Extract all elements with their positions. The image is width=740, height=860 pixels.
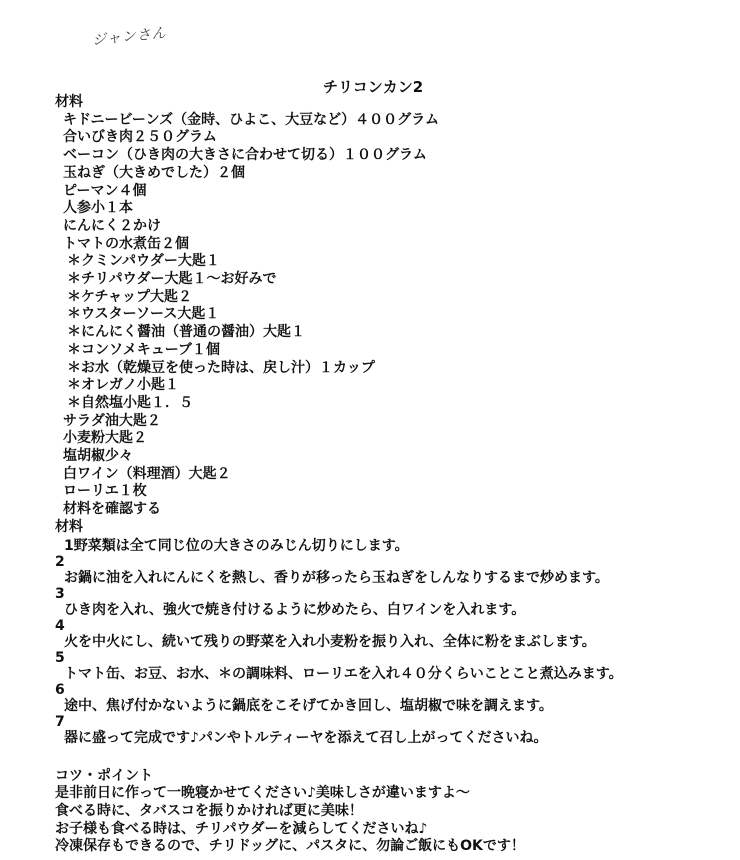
ingredient-item: キドニービーンズ（金時、ひよこ、大豆など）４００グラム <box>63 111 440 128</box>
ingredient-item: ＊クミンパウダー大匙１ <box>67 253 220 270</box>
step-text: 野菜類は全て同じ位の大きさのみじん切りにします。 <box>73 537 409 554</box>
step-text: 火を中火にし、続いて残りの野菜を入れ小麦粉を振り入れ、全体に粉をまぶします。 <box>64 633 596 650</box>
tip-line: 食べる時に、タバスコを振りかければ更に美味！ <box>55 802 363 819</box>
step-number: 6 <box>55 681 65 698</box>
ingredient-item: ＊自然塩小匙１．５ <box>67 394 193 411</box>
ingredient-item: 小麦粉大匙２ <box>63 430 147 447</box>
tip-line: 是非前日に作って一晩寝かせてください♪美味しさが違いますよ～ <box>55 785 470 802</box>
ingredient-item: 材料を確認する <box>63 501 161 518</box>
ingredient-item: ＊チリパウダー大匙１～お好みで <box>67 271 277 288</box>
ingredient-item: ＊ウスターソース大匙１ <box>67 306 220 323</box>
handwritten-author-note: ジャンさん <box>91 25 168 49</box>
tips-list <box>55 785 727 856</box>
ingredient-item: にんにく２かけ <box>63 217 161 234</box>
ingredient-item: ＊にんにく醤油（普通の醤油）大匙１ <box>67 324 305 341</box>
tip-line: 冷凍保存もできるので、チリドッグに、パスタに、勿論ご飯にもOKです！ <box>55 838 525 855</box>
ingredient-item: ＊ケチャップ大匙２ <box>67 288 193 305</box>
steps-heading: 材料 <box>55 518 83 535</box>
step-number: 7 <box>55 713 65 730</box>
step-number: 3 <box>55 585 65 602</box>
steps-list <box>55 537 727 747</box>
recipe-body <box>55 94 727 856</box>
tips-section <box>55 768 727 857</box>
step-text: 器に盛って完成です♪パンやトルティーヤを添えて召し上がってくださいね。 <box>64 729 548 746</box>
ingredient-item: トマトの水煮缶２個 <box>63 235 189 252</box>
ingredient-item: 玉ねぎ（大きめでした）２個 <box>63 164 245 181</box>
ingredient-item: 白ワイン（料理酒）大匙２ <box>63 465 231 482</box>
step-number: 2 <box>55 553 65 570</box>
step-text: トマト缶、お豆、お水、＊の調味料、ローリエを入れ４０分くらいことこと煮込みます。 <box>64 665 623 682</box>
ingredient-item: ＊オレガノ小匙１ <box>67 377 179 394</box>
ingredient-item: ローリエ１枚 <box>63 483 147 500</box>
step-text: お鍋に油を入れにんにくを熱し、香りが移ったら玉ねぎをしんなりするまで炒めます。 <box>64 569 609 586</box>
ingredient-item: ＊コンソメキューブ１個 <box>67 341 221 358</box>
tips-heading: コツ・ポイント <box>55 767 153 784</box>
ingredient-item: サラダ油大匙２ <box>63 412 161 429</box>
ingredient-item: ＊お水（乾燥豆を使った時は、戻し汁）１カップ <box>67 359 375 376</box>
step-text: 途中、焦げ付かないように鍋底をこそげてかき回し、塩胡椒で味を調えます。 <box>64 697 553 714</box>
ingredients-heading: 材料 <box>55 94 83 110</box>
step-item <box>55 537 727 555</box>
ingredient-item: ピーマン４個 <box>63 182 147 199</box>
ingredient-item: 塩胡椒少々 <box>63 448 133 465</box>
recipe-title: チリコンカン2 <box>323 78 424 96</box>
ingredients-list <box>55 112 727 519</box>
ingredient-item: 人参小１本 <box>63 200 133 217</box>
step-number: 5 <box>55 649 65 666</box>
ingredient-item: 合いびき肉２５０グラム <box>63 129 217 146</box>
step-number: 4 <box>55 617 65 634</box>
step-text: ひき肉を入れ、強火で焼き付けるように炒めたら、白ワインを入れます。 <box>64 601 526 618</box>
tip-line: お子様も食べる時は、チリパウダーを減らしてくださいね♪ <box>55 820 428 837</box>
ingredient-item: ベーコン（ひき肉の大きさに合わせて切る）１００グラム <box>63 147 427 164</box>
step-number: 1 <box>64 537 74 554</box>
